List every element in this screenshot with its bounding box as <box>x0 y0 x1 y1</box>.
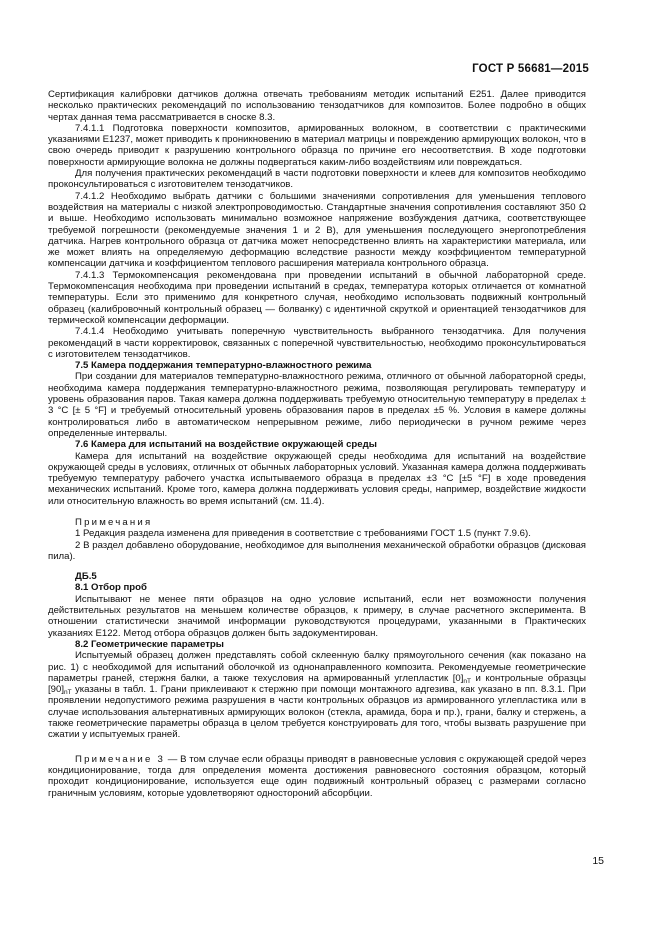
heading-7-6: 7.6 Камера для испытаний на воздействие окружающей среды <box>75 439 377 451</box>
heading-db5: ДБ.5 <box>75 571 97 583</box>
subscript-nt-2: nT <box>64 689 72 697</box>
paragraph-8-1: Испытывают не менее пяти образцов на одно условие испытаний, если нет возможности получения действительных результатов на меньшем количестве образцов, к примеру, в случае расчетного эксперимента. В отношении статистически значимой информации руководствуются процедурами, указанными в Практических указаниях E122. Метод отбора образцов должен быть задокументирован. <box>48 593 586 639</box>
note-3-label: Примечание 3 <box>75 753 166 765</box>
paragraph-8-2-part-1: Испытуемый образец должен представлять собой склеенную балку прямоугольного сечения (как показано на рис. 1) с необходимой для испытаний оболочкой из однонаправленного композита. Рекомендуемые геометрические параметры граней, стержня балки, а также техусловия на армированный углепластик [0] <box>48 650 586 684</box>
heading-7-5: 7.5 Камера поддержания температурно-влажностного режима <box>75 360 372 372</box>
heading-8-2: 8.2 Геометрические параметры <box>75 638 224 650</box>
paragraph-intro: Сертификация калибровки датчиков должна отвечать требованиям методик испытаний E251. Далее приводится несколько практических рекомендаций по использованию тензодатчиков для композитов. Более подробно в общих чертах данная тема рассматривается в сноске 8.3. <box>48 89 586 123</box>
paragraph-8-2-part-3: указаны в табл. 1. Грани приклеивают к стержню при помощи монтажного адгезива, как указано в пп. 8.3.1. При проявлении недопустимого режима разрушения в части контрольных образцов из армированного углепластика или в случае использования альтернативных армирующих волокон (стекла, арамида, бора и пр.), грани, балку и стержень, а также геометрические параметры образца в целом требуется конструировать для того, чтобы вызвать разрушение при сжатии у испытуемых граней. <box>48 684 586 741</box>
note-3-text: — В том случае если образцы приводят в равновесные условия с окружающей средой через кондиционирование, тогда для определения момента достижения равновесного состояния образцом, который проходит кондиционирование, используется еще один подвижный контрольный образец с размерами согласно граничным условиям, которые удовлетворяют одностороний абсорбции. <box>48 753 586 799</box>
paragraph-7-6: Камера для испытаний на воздействие окружающей среды необходима для испытаний на воздействие окружающей среды в условиях, отличных от обычных лабораторных условий. Указанная камера должна поддерживать требуемую температуру рабочего участка испытываемого образца в пределах ±3 °С [±5 °F] в ходе проведения механических испытаний. Кроме того, камера должна поддерживать условия среды, например, воздействие жидкости или относительную влажность во время испытаний (см. 11.4). <box>48 450 586 507</box>
paragraph-8-2 <box>48 650 586 740</box>
paragraph-7-4-1-1: 7.4.1.1 Подготовка поверхности композитов, армированных волокном, в соответствии с практическими указаниями E1237, может приводить к проникновению в материал матрицы и повреждению армирующих волокон, что в свою очередь приводит к разрушению контрольного образца по причине его несоответствия. В ходе подготовки поверхности армирующие волокна не должны подвергаться каким-либо воздействиям или повреждаться. <box>48 122 586 168</box>
note-2: 2 В раздел добавлено оборудование, необходимое для выполнения механической обработки образцов (дисковая пила). <box>48 539 586 562</box>
notes-title: Примечания <box>75 516 153 528</box>
paragraph-7-5: При создании для материалов температурно-влажностного режима, отличного от обычной лабораторной среды, необходима камера поддержания температурно-влажностного режима, позволяющая регулировать температуру и уровень образования паров. Такая камера должна поддерживать требуемую относительную температуру в пределах ± 3 °С [± 5 °F] и требуемый относительный уровень образования паров в пределах ±5 %. Условия в камере должны контролироваться либо в автоматическом непрерывном режиме, либо периодически в ручном режиме через определенные интервалы. <box>48 371 586 439</box>
paragraph-7-4-1-2: 7.4.1.2 Необходимо выбрать датчики с большими значениями сопротивления для уменьшения теплового воздействия на материалы с низкой электропроводимостью. Стандартные значения сопротивления составляют 350 Ω и выше. Необходимо использовать минимально возможное напряжение возбуждения датчика, соответствующее требуемой погрешности (рекомендуемые значения 1 и 2 В), для уменьшения последующего энергопотребления датчика. Нагрев контрольного образца от датчика может непосредственно влиять на характеристики материала, или же может влиять на определяемую деформацию вследствие разности между коэффициентом температурной компенсации датчика и коэффициентом теплового расширения материала контрольного образца. <box>48 190 586 270</box>
subscript-nt-1: nT <box>463 677 471 685</box>
page-number: 15 <box>592 855 604 867</box>
standard-header: ГОСТ Р 56681—2015 <box>472 63 589 75</box>
document-body <box>48 89 586 799</box>
heading-8-1: 8.1 Отбор проб <box>75 582 147 594</box>
paragraph-7-4-1-3: 7.4.1.3 Термокомпенсация рекомендована при проведении испытаний в обычной лабораторной среде. Термокомпенсация необходима при проведении испытаний в средах, температура которых отличается от комнатной температуры. Если это применимо для конкретного случая, необходимо использовать подвижный контрольный образец (калибровочный контрольный образец — болванку) с идентичной скруткой и ориентацией тензодатчиков для термической компенсации деформации. <box>48 269 586 326</box>
paragraph-surface-prep: Для получения практических рекомендаций в части подготовки поверхности и клеев для композитов необходимо проконсультироваться с изготовителем тензодатчиков. <box>48 168 586 191</box>
note-3 <box>48 754 586 799</box>
note-1: 1 Редакция раздела изменена для приведения в соответствие с требованиями ГОСТ 1.5 (пункт 7.9.6). <box>75 528 531 540</box>
paragraph-8-2-part-2: и контрольные образцы [90] <box>48 672 586 696</box>
paragraph-7-4-1-4: 7.4.1.4 Необходимо учитывать поперечную чувствительность выбранного тензодатчика. Для получения рекомендаций в части корректировок, связанных с поперечной чувствительностью, необходимо проконсультироваться с изготовителем тензодатчиков. <box>48 326 586 360</box>
